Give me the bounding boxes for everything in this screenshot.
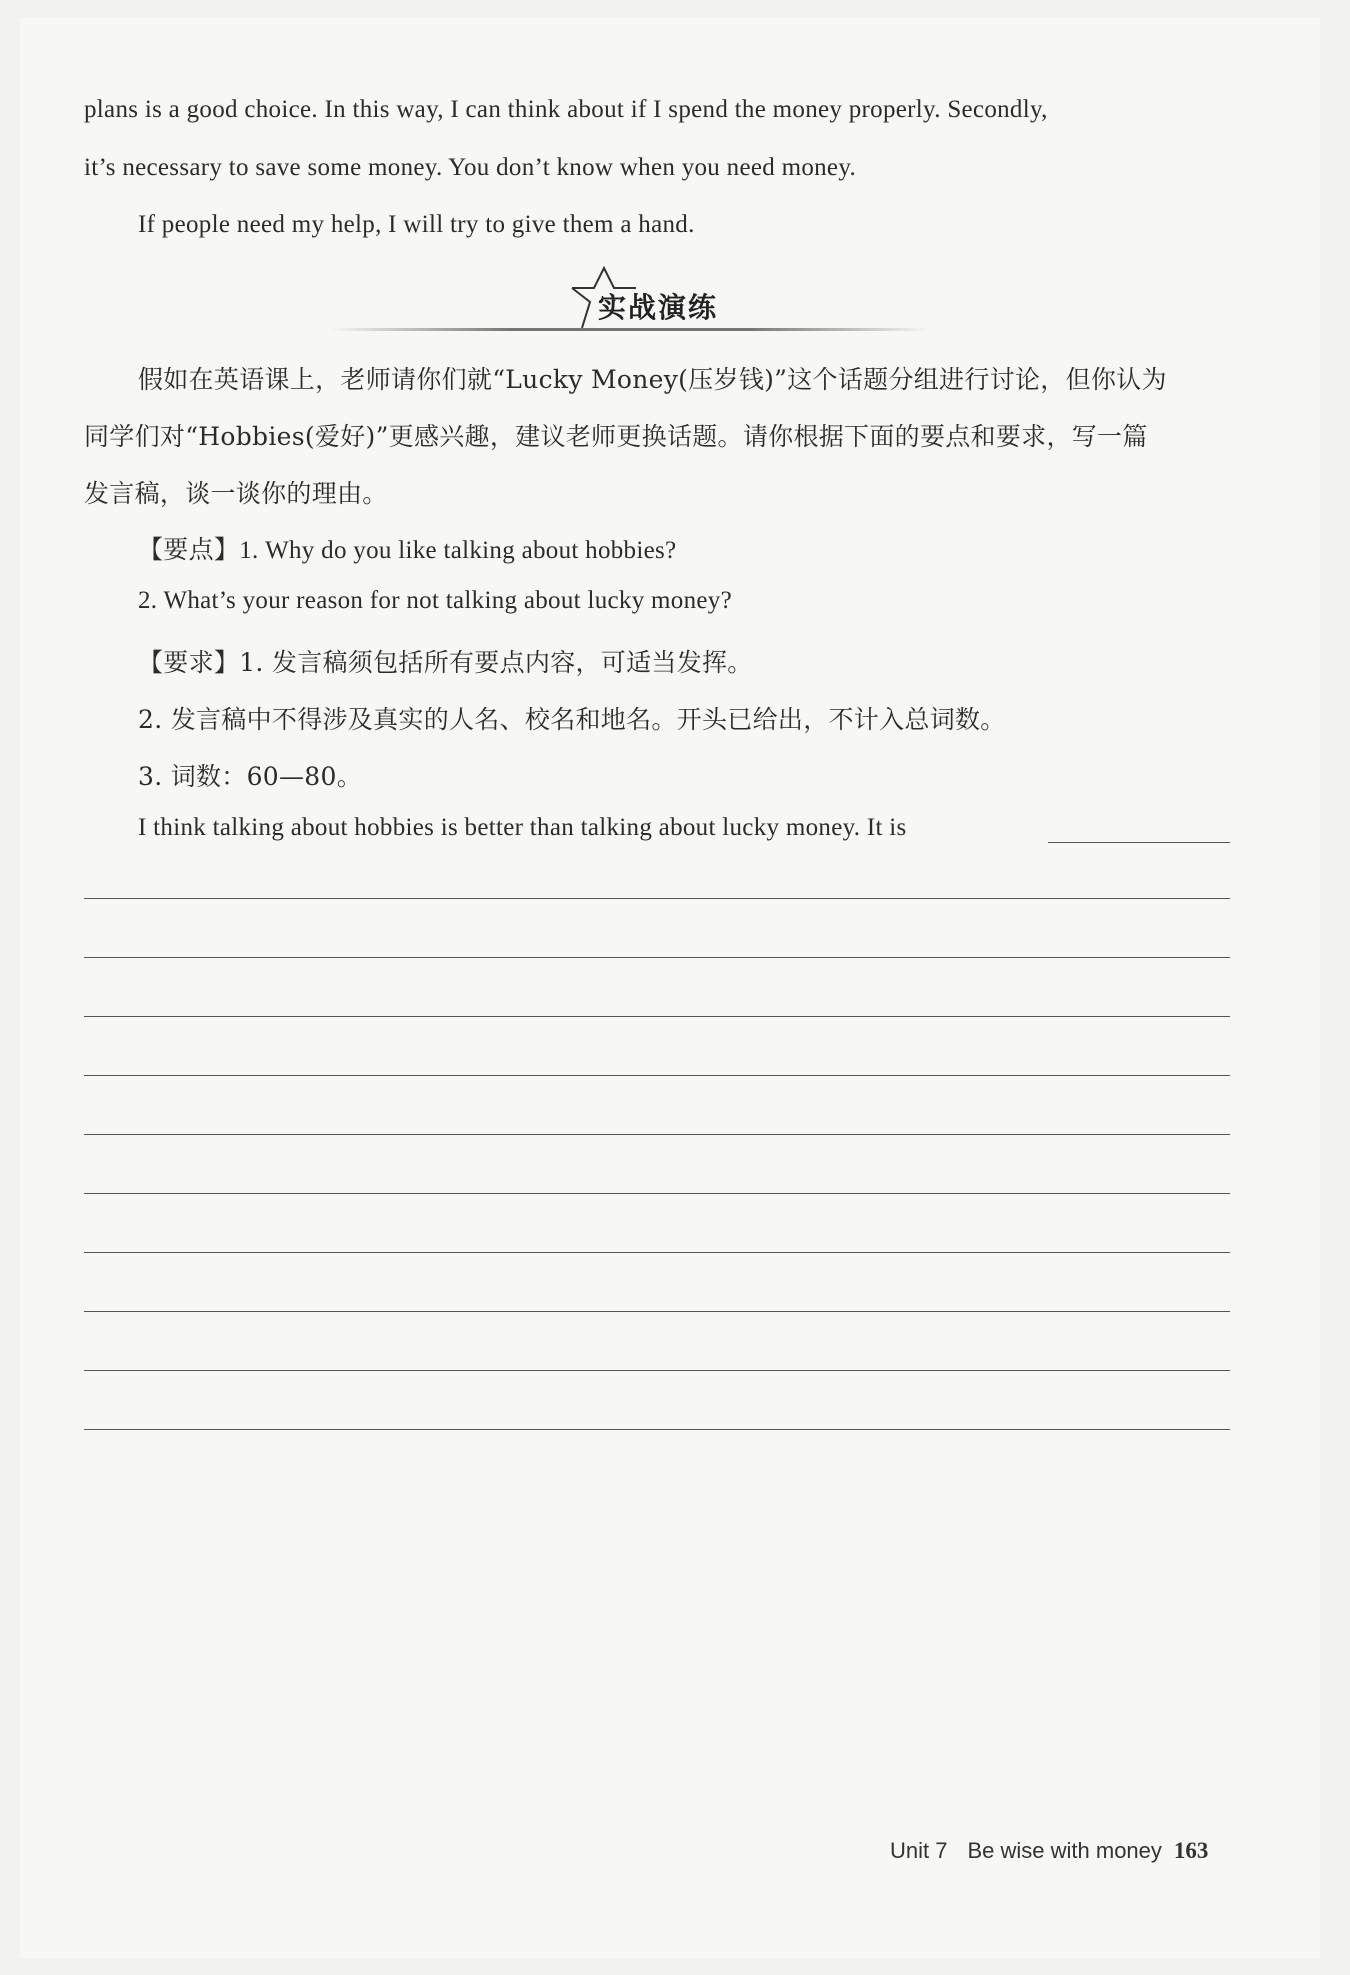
- passage-line-3: If people need my help, I will try to give them a hand.: [138, 211, 695, 238]
- page-footer: [890, 1838, 1208, 1864]
- points-label: 【要点】: [138, 535, 240, 564]
- footer-unit: Unit 7: [890, 1838, 948, 1863]
- answer-line[interactable]: [84, 1075, 1230, 1076]
- passage-line-2: it’s necessary to save some money. You don’t know when you need money.: [84, 154, 857, 181]
- task-prompt-line-2: 同学们对“Hobbies(爱好)”更感兴趣，建议老师更换话题。请你根据下面的要点和要求，写一篇: [84, 422, 1148, 451]
- answer-line[interactable]: [84, 1311, 1230, 1312]
- answer-line[interactable]: [84, 1370, 1230, 1371]
- answer-line[interactable]: [84, 1134, 1230, 1135]
- essay-opening: I think talking about hobbies is better than talking about lucky money. It is: [138, 814, 907, 841]
- answer-blank-inline[interactable]: [1048, 842, 1230, 843]
- page-number: 163: [1173, 1838, 1209, 1863]
- answer-line[interactable]: [84, 957, 1230, 958]
- section-title: 实战演练: [598, 291, 719, 324]
- answer-line[interactable]: [84, 898, 1230, 899]
- requirements-label: 【要求】: [138, 648, 240, 677]
- requirement-3: 3. 词数：60—80。: [138, 762, 363, 791]
- task-prompt-line-3: 发言稿，谈一谈你的理由。: [84, 479, 388, 508]
- passage-line-1: plans is a good choice. In this way, I can think about if I spend the money properly. Secondly,: [84, 96, 1048, 123]
- task-prompt-line-1: 假如在英语课上，老师请你们就“Lucky Money(压岁钱)”这个话题分组进行讨论，但你认为: [138, 365, 1167, 394]
- answer-line[interactable]: [84, 1252, 1230, 1253]
- point-2: 2. What’s your reason for not talking about lucky money?: [138, 587, 732, 614]
- answer-line[interactable]: [84, 1016, 1230, 1017]
- requirement-1: 1. 发言稿须包括所有要点内容，可适当发挥。: [239, 648, 753, 677]
- requirement-2: 2. 发言稿中不得涉及真实的人名、校名和地名。开头已给出，不计入总词数。: [138, 705, 1006, 734]
- answer-line[interactable]: [84, 1193, 1230, 1194]
- requirements-row-1: [138, 643, 753, 679]
- points-row-1: [138, 530, 676, 566]
- point-1: 1. Why do you like talking about hobbies?: [239, 537, 677, 564]
- footer-unit-title: Be wise with money: [967, 1838, 1162, 1863]
- answer-line[interactable]: [84, 1429, 1230, 1430]
